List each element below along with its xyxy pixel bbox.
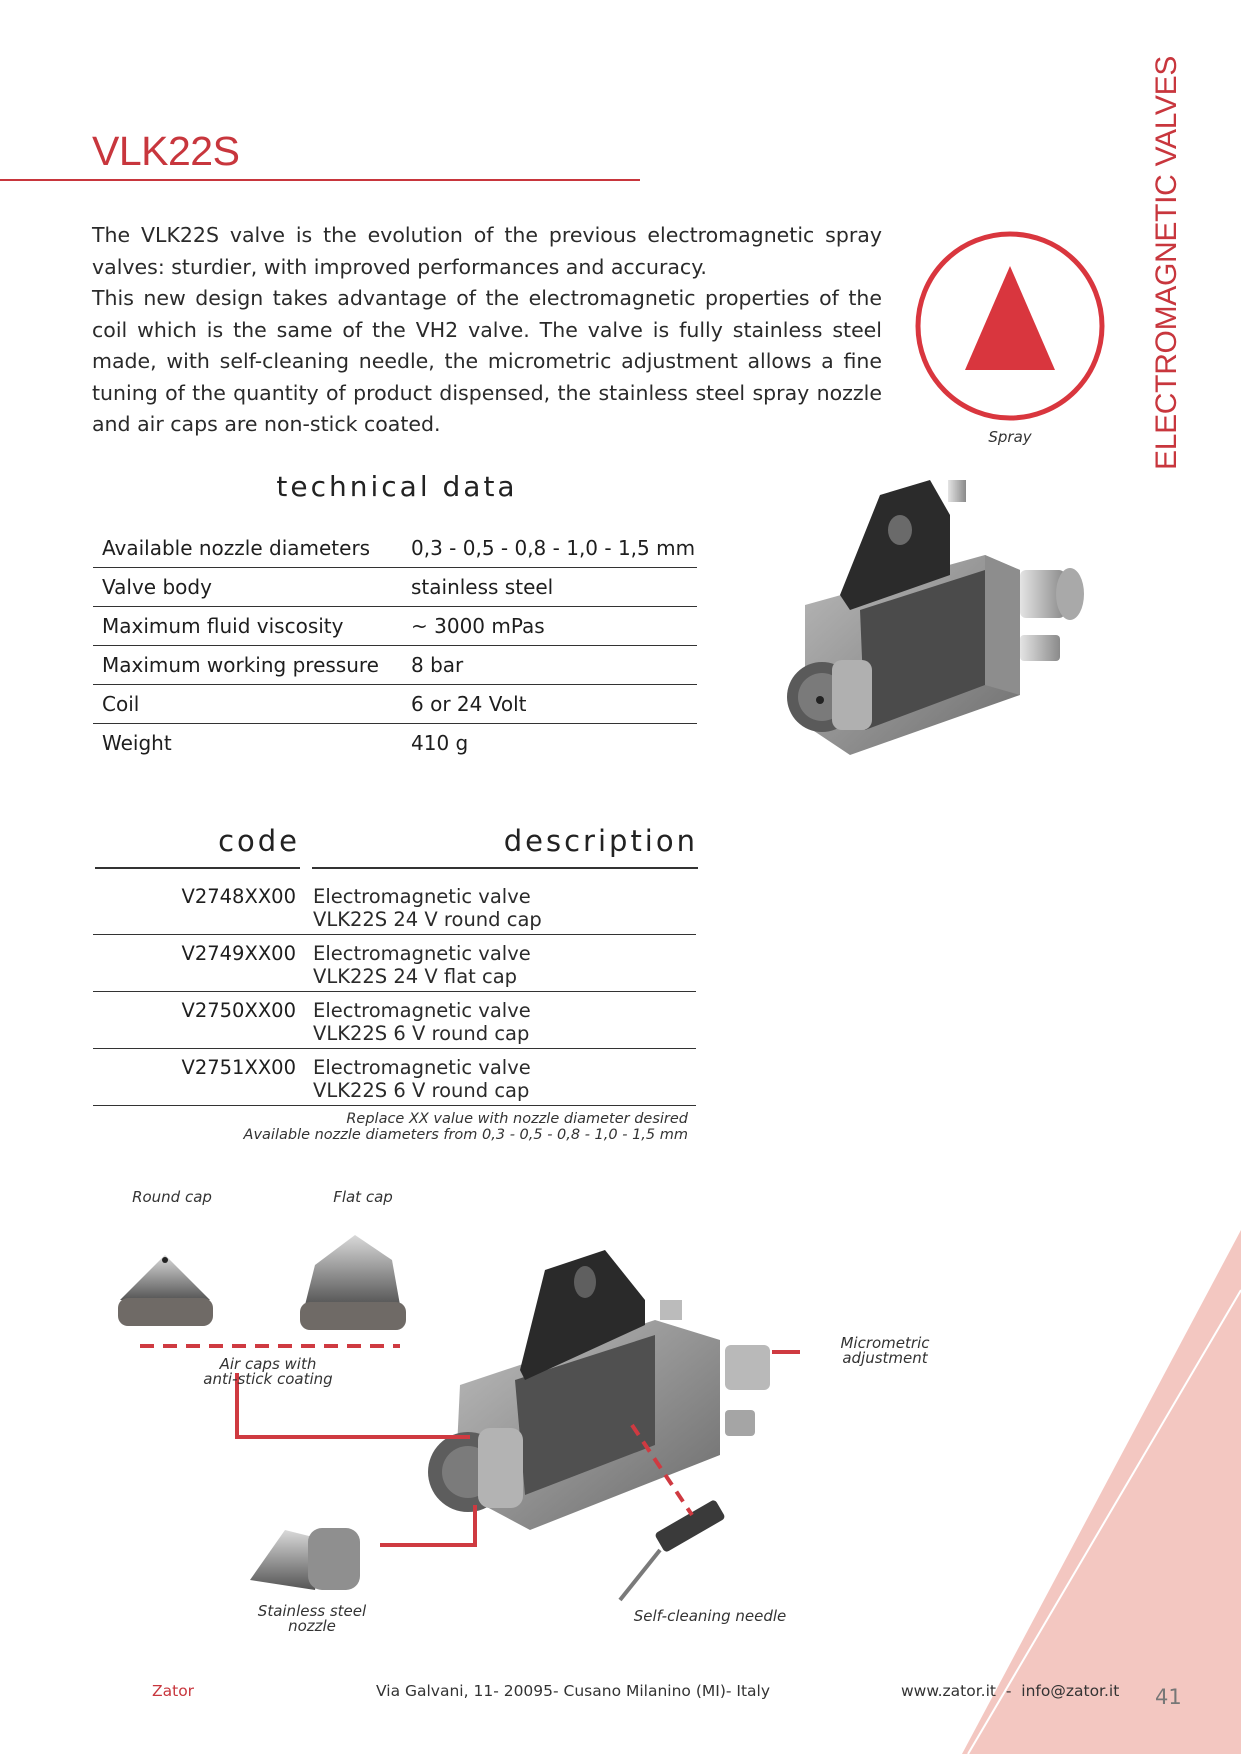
- table-row: [93, 724, 697, 763]
- air-caps-label-line-2: anti-stick coating: [203, 1370, 333, 1388]
- micrometric-label: [820, 1336, 950, 1366]
- table-row: [93, 685, 697, 724]
- product-code: V2750XX00: [181, 999, 296, 1022]
- tech-value: 410 g: [411, 731, 469, 755]
- table-row: [93, 607, 697, 646]
- flat-cap-label: Flat cap: [333, 1188, 393, 1206]
- code-row: [93, 992, 696, 1049]
- tech-key: Valve body: [93, 568, 402, 607]
- micrometric-label-line-1: Micrometric: [840, 1334, 930, 1352]
- needle-image: [620, 1499, 726, 1600]
- description-header-rule: [312, 867, 698, 869]
- section-title-vertical: ELECTROMAGNETIC VALVES: [1150, 55, 1183, 470]
- product-description: [313, 999, 531, 1045]
- description-line-1: Electromagnetic valve: [313, 1056, 531, 1079]
- footer-address: Via Galvani, 11- 20095- Cusano Milanino (MI)- Italy: [376, 1682, 771, 1700]
- product-description: [313, 885, 542, 931]
- product-description: [313, 942, 531, 988]
- tech-value: ~ 3000 mPas: [402, 607, 697, 646]
- nozzle-label-line-2: nozzle: [288, 1617, 336, 1635]
- nozzle-label-line-1: Stainless steel: [257, 1602, 367, 1620]
- needle-label: Self-cleaning needle: [633, 1607, 787, 1625]
- intro-paragraph-1: The VLK22S valve is the evolution of the previous electromagnetic spray valves: sturdier, with improved performances and accuracy.: [92, 223, 882, 279]
- product-code: V2751XX00: [181, 1056, 296, 1079]
- title-divider: [0, 179, 640, 181]
- air-caps-label: [178, 1357, 358, 1387]
- code-row: [93, 935, 696, 992]
- description-line-2: VLK22S 24 V flat cap: [313, 965, 518, 988]
- air-caps-label-line-1: Air caps with: [219, 1355, 317, 1373]
- page-number: 41: [1155, 1685, 1182, 1709]
- valve-body-image: [428, 1250, 770, 1530]
- tech-value: 0,3 - 0,5 - 0,8 - 1,0 - 1,5 mm: [402, 529, 697, 568]
- tech-key: Maximum working pressure: [93, 646, 402, 685]
- code-row: [93, 878, 696, 935]
- description-line-1: Electromagnetic valve: [313, 999, 531, 1022]
- table-row: [93, 529, 697, 568]
- description-line-2: VLK22S 6 V round cap: [313, 1022, 530, 1045]
- footer-contact: www.zator.it - info@zator.it: [901, 1682, 1120, 1700]
- description-line-1: Electromagnetic valve: [313, 885, 531, 908]
- description-line-2: VLK22S 6 V round cap: [313, 1079, 530, 1102]
- description-line-1: Electromagnetic valve: [313, 942, 531, 965]
- code-note-1: Replace XX value with nozzle diameter desired: [346, 1111, 688, 1127]
- flat-cap-image: [300, 1235, 406, 1330]
- tech-key: Weight: [102, 731, 172, 755]
- code-note-2: Available nozzle diameters from 0,3 - 0,5 - 0,8 - 1,0 - 1,5 mm: [243, 1127, 688, 1143]
- tech-key: Maximum fluid viscosity: [93, 607, 402, 646]
- exploded-diagram: [100, 1210, 800, 1610]
- table-row: [93, 646, 697, 685]
- spray-label: Spray: [988, 428, 1032, 446]
- code-row: [93, 1049, 696, 1106]
- page-title: VLK22S: [92, 128, 240, 174]
- intro-text: [92, 220, 882, 441]
- product-description: [313, 1056, 531, 1102]
- tech-value: stainless steel: [402, 568, 697, 607]
- spray-icon: [912, 228, 1108, 424]
- round-cap-label: Round cap: [132, 1188, 212, 1206]
- code-column-header: code: [218, 824, 300, 858]
- footer-brand: Zator: [152, 1682, 195, 1700]
- product-code: V2749XX00: [181, 942, 296, 965]
- product-code: V2748XX00: [181, 885, 296, 908]
- tech-value: 8 bar: [402, 646, 697, 685]
- tech-key: Available nozzle diameters: [93, 529, 402, 568]
- code-header-rule: [95, 867, 300, 869]
- nozzle-label: [242, 1604, 382, 1634]
- valve-product-image: [770, 475, 1120, 770]
- round-cap-image: [118, 1255, 213, 1326]
- technical-data-table: [93, 529, 697, 762]
- description-column-header: description: [503, 824, 698, 858]
- nozzle-image: [250, 1528, 360, 1590]
- table-row: [93, 568, 697, 607]
- tech-key: Coil: [93, 685, 402, 724]
- micrometric-label-line-2: adjustment: [842, 1349, 928, 1367]
- intro-paragraph-2: This new design takes advantage of the electromagnetic properties of the coil which is the same of the VH2 valve. The valve is fully stainless steel made, with self-cleaning needle, the micrometric adjustment allows a fine tuning of the quantity of product dispensed, the stainless steel spray nozzle and air caps are non-stick coated.: [92, 286, 882, 436]
- technical-data-heading: technical data: [276, 470, 518, 503]
- tech-value: 6 or 24 Volt: [402, 685, 697, 724]
- description-line-2: VLK22S 24 V round cap: [313, 908, 542, 931]
